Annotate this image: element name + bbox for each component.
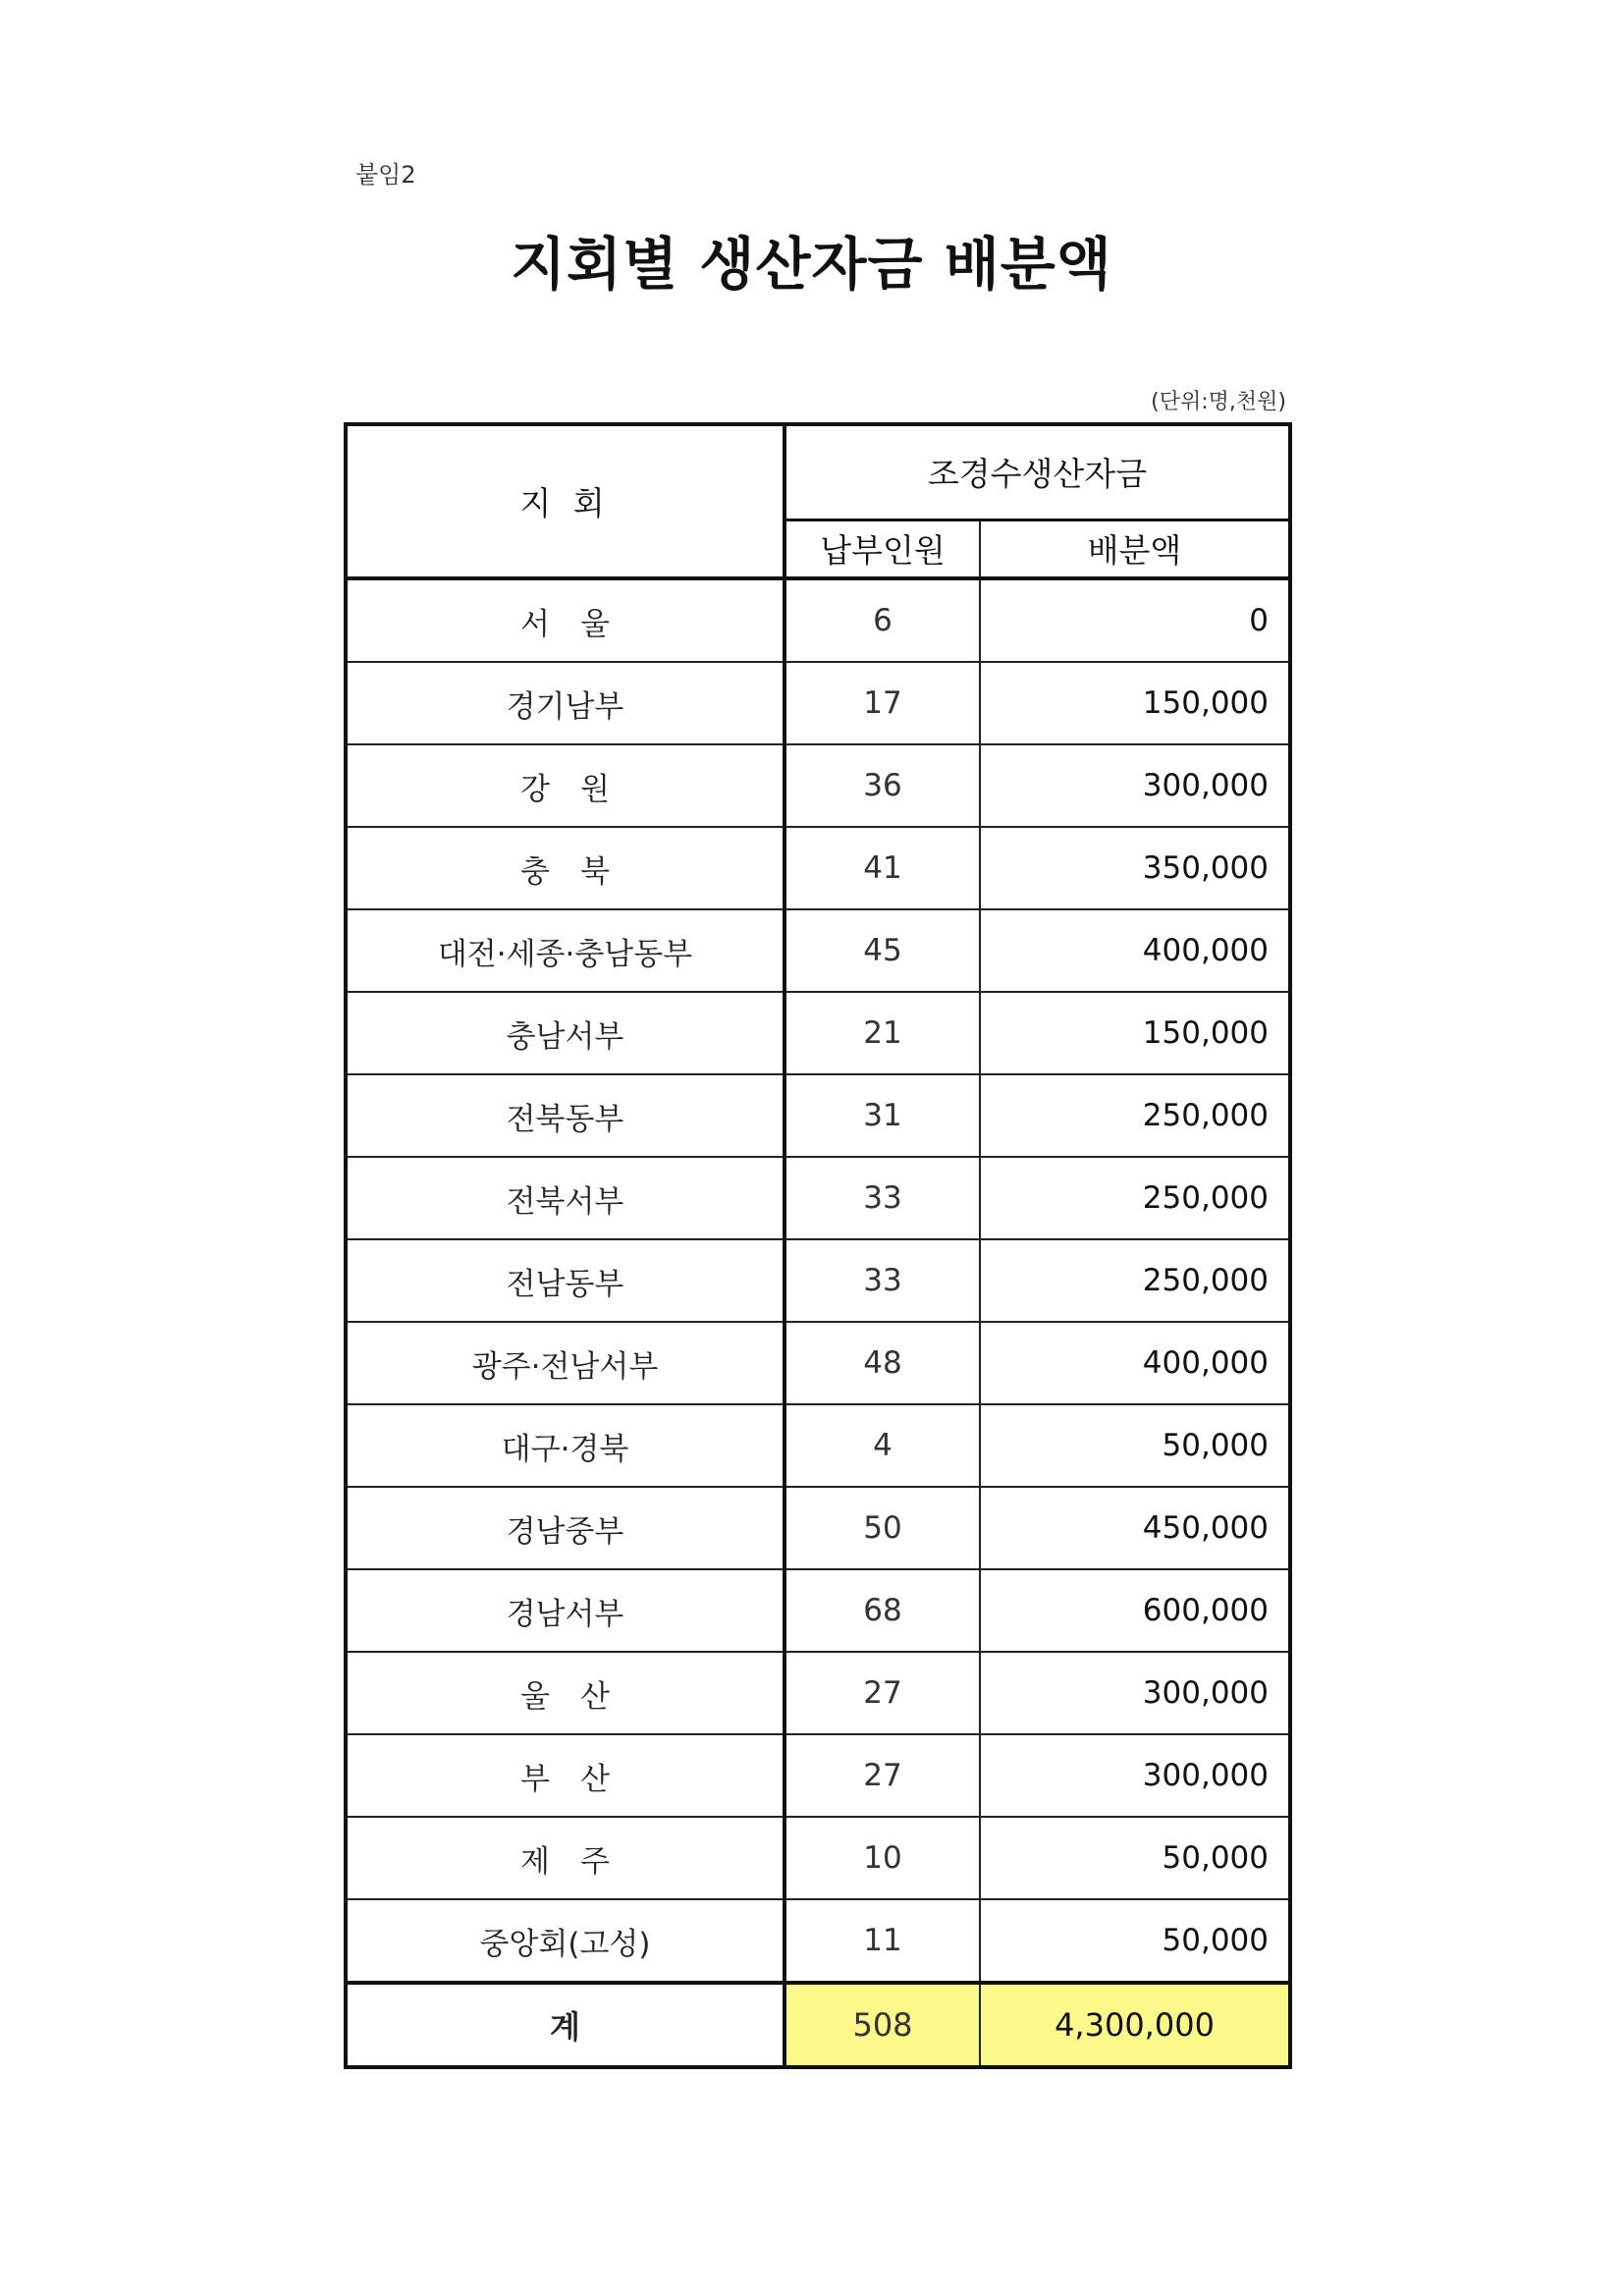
table-row: [346, 1652, 1290, 1734]
allocation-table: [344, 422, 1292, 2069]
table-row: [346, 1734, 1290, 1817]
amount-cell: 50,000: [980, 1817, 1290, 1899]
table-row: [346, 578, 1290, 662]
table-row: [346, 1817, 1290, 1899]
amount-cell: 300,000: [980, 744, 1290, 827]
count-cell: 68: [784, 1569, 980, 1652]
branch-cell: 대구·경북: [346, 1404, 784, 1487]
branch-cell: 전북동부: [346, 1074, 784, 1157]
amount-cell: 600,000: [980, 1569, 1290, 1652]
count-cell: 21: [784, 992, 980, 1074]
amount-cell: 350,000: [980, 827, 1290, 909]
branch-cell: 충남서부: [346, 992, 784, 1074]
table-row: [346, 1899, 1290, 1983]
branch-cell: 강 원: [346, 744, 784, 827]
branch-cell: 경기남부: [346, 662, 784, 744]
table-row: [346, 662, 1290, 744]
count-cell: 6: [784, 578, 980, 662]
table-row: [346, 1157, 1290, 1239]
header-amount: 배분액: [980, 519, 1290, 578]
amount-cell: 400,000: [980, 909, 1290, 992]
total-count: 508: [784, 1983, 980, 2067]
count-cell: 36: [784, 744, 980, 827]
table-row: [346, 1322, 1290, 1404]
amount-cell: 300,000: [980, 1734, 1290, 1817]
table-row: [346, 1569, 1290, 1652]
amount-cell: 150,000: [980, 992, 1290, 1074]
header-branch: 지 회: [346, 424, 784, 578]
amount-cell: 150,000: [980, 662, 1290, 744]
branch-cell: 전남동부: [346, 1239, 784, 1322]
amount-cell: 250,000: [980, 1157, 1290, 1239]
branch-cell: 광주·전남서부: [346, 1322, 784, 1404]
amount-cell: 50,000: [980, 1404, 1290, 1487]
table-row: [346, 909, 1290, 992]
page-title: 지회별 생산자금 배분액: [511, 231, 1112, 298]
count-cell: 10: [784, 1817, 980, 1899]
amount-cell: 250,000: [980, 1239, 1290, 1322]
branch-cell: 울 산: [346, 1652, 784, 1734]
table-row: [346, 1487, 1290, 1569]
header-count: 납부인원: [784, 519, 980, 578]
branch-cell: 경남서부: [346, 1569, 784, 1652]
table-row: [346, 827, 1290, 909]
branch-cell: 부 산: [346, 1734, 784, 1817]
count-cell: 27: [784, 1734, 980, 1817]
attachment-label: 붙임2: [355, 161, 416, 189]
branch-cell: 중앙회(고성): [346, 1899, 784, 1983]
header-group: 조경수생산자금: [784, 424, 1290, 519]
count-cell: 17: [784, 662, 980, 744]
total-amount: 4,300,000: [980, 1983, 1290, 2067]
branch-cell: 제 주: [346, 1817, 784, 1899]
count-cell: 33: [784, 1157, 980, 1239]
count-cell: 50: [784, 1487, 980, 1569]
count-cell: 41: [784, 827, 980, 909]
table-row: [346, 1074, 1290, 1157]
count-cell: 48: [784, 1322, 980, 1404]
amount-cell: 450,000: [980, 1487, 1290, 1569]
count-cell: 45: [784, 909, 980, 992]
unit-note: (단위:명,천원): [1151, 390, 1286, 414]
branch-cell: 경남중부: [346, 1487, 784, 1569]
count-cell: 11: [784, 1899, 980, 1983]
branch-cell: 충 북: [346, 827, 784, 909]
branch-cell: 서 울: [346, 578, 784, 662]
branch-cell: 전북서부: [346, 1157, 784, 1239]
branch-cell: 대전·세종·충남동부: [346, 909, 784, 992]
count-cell: 31: [784, 1074, 980, 1157]
amount-cell: 50,000: [980, 1899, 1290, 1983]
table-row: [346, 744, 1290, 827]
amount-cell: 400,000: [980, 1322, 1290, 1404]
total-row: [346, 1983, 1290, 2067]
count-cell: 33: [784, 1239, 980, 1322]
amount-cell: 0: [980, 578, 1290, 662]
amount-cell: 300,000: [980, 1652, 1290, 1734]
count-cell: 27: [784, 1652, 980, 1734]
table-row: [346, 1239, 1290, 1322]
total-label: 계: [346, 1983, 784, 2067]
amount-cell: 250,000: [980, 1074, 1290, 1157]
count-cell: 4: [784, 1404, 980, 1487]
table-row: [346, 1404, 1290, 1487]
table-row: [346, 992, 1290, 1074]
